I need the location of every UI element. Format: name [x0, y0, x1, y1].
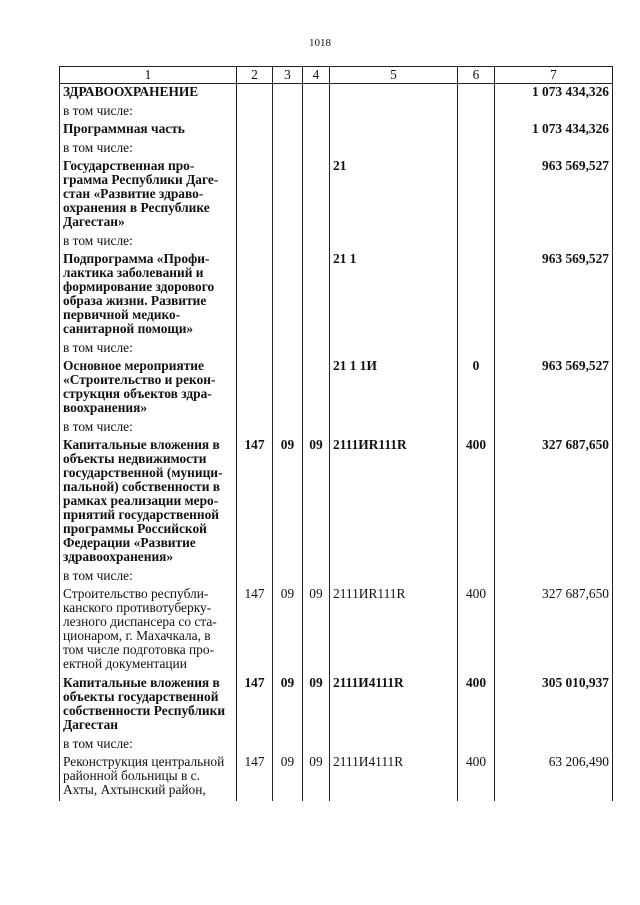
- column-header: 3: [273, 67, 303, 84]
- table-row: [60, 358, 613, 419]
- expense-type-cell: 0: [458, 358, 495, 419]
- expense-type-cell: [458, 251, 495, 340]
- target-article-cell: [330, 140, 458, 158]
- target-article-cell: [330, 340, 458, 358]
- expense-type-cell: 400: [458, 675, 495, 736]
- subsection-code-cell: 09: [303, 675, 330, 736]
- target-article-cell: 2111ИR111R: [330, 437, 458, 568]
- item-name-cell: Реконструкция центральной районной больницы в с. Ахты, Ахтынский район,: [60, 754, 237, 801]
- page-number: 1018: [309, 37, 331, 49]
- expense-type-cell: [458, 140, 495, 158]
- target-article-cell: [330, 84, 458, 104]
- column-header: 2: [237, 67, 273, 84]
- ministry-code-cell: 147: [237, 675, 273, 736]
- column-header: 1: [60, 67, 237, 84]
- table-row: [60, 736, 613, 754]
- amount-cell: [495, 736, 613, 754]
- expense-type-cell: 400: [458, 437, 495, 568]
- amount-cell: 963 569,527: [495, 358, 613, 419]
- section-code-cell: [273, 103, 303, 121]
- table-row: [60, 140, 613, 158]
- table-row: [60, 251, 613, 340]
- table-row: [60, 233, 613, 251]
- subsection-code-cell: [303, 736, 330, 754]
- item-name-cell: в том числе:: [60, 233, 237, 251]
- subsection-code-cell: [303, 121, 330, 140]
- target-article-cell: [330, 103, 458, 121]
- section-code-cell: [273, 340, 303, 358]
- table-row: [60, 568, 613, 586]
- amount-cell: 1 073 434,326: [495, 121, 613, 140]
- budget-table: [59, 66, 613, 801]
- table-row: [60, 419, 613, 437]
- ministry-code-cell: [237, 358, 273, 419]
- ministry-code-cell: [237, 736, 273, 754]
- table-row: [60, 675, 613, 736]
- target-article-cell: [330, 121, 458, 140]
- section-code-cell: [273, 358, 303, 419]
- table-row: [60, 84, 613, 104]
- section-code-cell: [273, 233, 303, 251]
- subsection-code-cell: [303, 358, 330, 419]
- amount-cell: 327 687,650: [495, 437, 613, 568]
- expense-type-cell: [458, 419, 495, 437]
- amount-cell: 327 687,650: [495, 586, 613, 675]
- expense-type-cell: [458, 736, 495, 754]
- subsection-code-cell: [303, 251, 330, 340]
- target-article-cell: 21 1 1И: [330, 358, 458, 419]
- expense-type-cell: [458, 233, 495, 251]
- table-row: [60, 158, 613, 233]
- item-name-cell: Капитальные вложения в объекты недвижимости государственной (муници-пальной) собственности в рамках реализации меро-приятий государственной программы Российской Федерации «Развитие здравоохранения»: [60, 437, 237, 568]
- ministry-code-cell: 147: [237, 586, 273, 675]
- ministry-code-cell: [237, 140, 273, 158]
- ministry-code-cell: [237, 158, 273, 233]
- ministry-code-cell: [237, 419, 273, 437]
- ministry-code-cell: [237, 251, 273, 340]
- target-article-cell: 2111ИR111R: [330, 586, 458, 675]
- amount-cell: 1 073 434,326: [495, 84, 613, 104]
- ministry-code-cell: [237, 340, 273, 358]
- table-body: [60, 84, 613, 802]
- column-header: 6: [458, 67, 495, 84]
- item-name-cell: Программная часть: [60, 121, 237, 140]
- target-article-cell: 2111И4111R: [330, 675, 458, 736]
- ministry-code-cell: [237, 233, 273, 251]
- subsection-code-cell: [303, 340, 330, 358]
- ministry-code-cell: [237, 121, 273, 140]
- amount-cell: [495, 340, 613, 358]
- expense-type-cell: [458, 340, 495, 358]
- ministry-code-cell: [237, 103, 273, 121]
- ministry-code-cell: [237, 84, 273, 104]
- table-row: [60, 121, 613, 140]
- subsection-code-cell: [303, 233, 330, 251]
- table-row: [60, 754, 613, 801]
- section-code-cell: [273, 121, 303, 140]
- item-name-cell: в том числе:: [60, 340, 237, 358]
- target-article-cell: [330, 419, 458, 437]
- expense-type-cell: [458, 158, 495, 233]
- subsection-code-cell: 09: [303, 754, 330, 801]
- item-name-cell: в том числе:: [60, 103, 237, 121]
- amount-cell: [495, 103, 613, 121]
- item-name-cell: в том числе:: [60, 140, 237, 158]
- ministry-code-cell: 147: [237, 754, 273, 801]
- expense-type-cell: [458, 103, 495, 121]
- column-header: 5: [330, 67, 458, 84]
- section-code-cell: 09: [273, 437, 303, 568]
- target-article-cell: 21 1: [330, 251, 458, 340]
- amount-cell: [495, 140, 613, 158]
- item-name-cell: в том числе:: [60, 568, 237, 586]
- table-row: [60, 586, 613, 675]
- amount-cell: [495, 568, 613, 586]
- subsection-code-cell: [303, 568, 330, 586]
- section-code-cell: [273, 140, 303, 158]
- amount-cell: [495, 419, 613, 437]
- subsection-code-cell: [303, 84, 330, 104]
- table-row: [60, 340, 613, 358]
- target-article-cell: 21: [330, 158, 458, 233]
- section-code-cell: 09: [273, 754, 303, 801]
- subsection-code-cell: [303, 140, 330, 158]
- item-name-cell: Государственная про-грамма Республики Даге-стан «Развитие здраво-охранения в Республике Дагестан»: [60, 158, 237, 233]
- table-row: [60, 437, 613, 568]
- section-code-cell: [273, 568, 303, 586]
- subsection-code-cell: 09: [303, 586, 330, 675]
- amount-cell: 305 010,937: [495, 675, 613, 736]
- amount-cell: 963 569,527: [495, 251, 613, 340]
- section-code-cell: [273, 84, 303, 104]
- target-article-cell: [330, 233, 458, 251]
- table-header-row: [60, 67, 613, 84]
- column-header: 7: [495, 67, 613, 84]
- amount-cell: [495, 233, 613, 251]
- item-name-cell: в том числе:: [60, 419, 237, 437]
- expense-type-cell: [458, 121, 495, 140]
- section-code-cell: [273, 251, 303, 340]
- table-row: [60, 103, 613, 121]
- subsection-code-cell: 09: [303, 437, 330, 568]
- item-name-cell: Подпрограмма «Профи-лактика заболеваний и формирование здорового образа жизни. Развитие первичной медико-санитарной помощи»: [60, 251, 237, 340]
- ministry-code-cell: 147: [237, 437, 273, 568]
- subsection-code-cell: [303, 103, 330, 121]
- expense-type-cell: [458, 84, 495, 104]
- expense-type-cell: [458, 568, 495, 586]
- item-name-cell: Основное мероприятие «Строительство и рекон-струкция объектов здра-воохранения»: [60, 358, 237, 419]
- subsection-code-cell: [303, 158, 330, 233]
- target-article-cell: 2111И4111R: [330, 754, 458, 801]
- item-name-cell: Капитальные вложения в объекты государственной собственности Республики Дагестан: [60, 675, 237, 736]
- section-code-cell: 09: [273, 586, 303, 675]
- section-code-cell: [273, 736, 303, 754]
- target-article-cell: [330, 568, 458, 586]
- expense-type-cell: 400: [458, 754, 495, 801]
- section-code-cell: 09: [273, 675, 303, 736]
- ministry-code-cell: [237, 568, 273, 586]
- item-name-cell: Строительство республи-канского противотуберку-лезного диспансера со ста-ционаром, г. Махачкала, в том числе подготовка про-ектной документации: [60, 586, 237, 675]
- column-header: 4: [303, 67, 330, 84]
- item-name-cell: ЗДРАВООХРАНЕНИЕ: [60, 84, 237, 104]
- subsection-code-cell: [303, 419, 330, 437]
- section-code-cell: [273, 158, 303, 233]
- amount-cell: 63 206,490: [495, 754, 613, 801]
- section-code-cell: [273, 419, 303, 437]
- amount-cell: 963 569,527: [495, 158, 613, 233]
- target-article-cell: [330, 736, 458, 754]
- expense-type-cell: 400: [458, 586, 495, 675]
- item-name-cell: в том числе:: [60, 736, 237, 754]
